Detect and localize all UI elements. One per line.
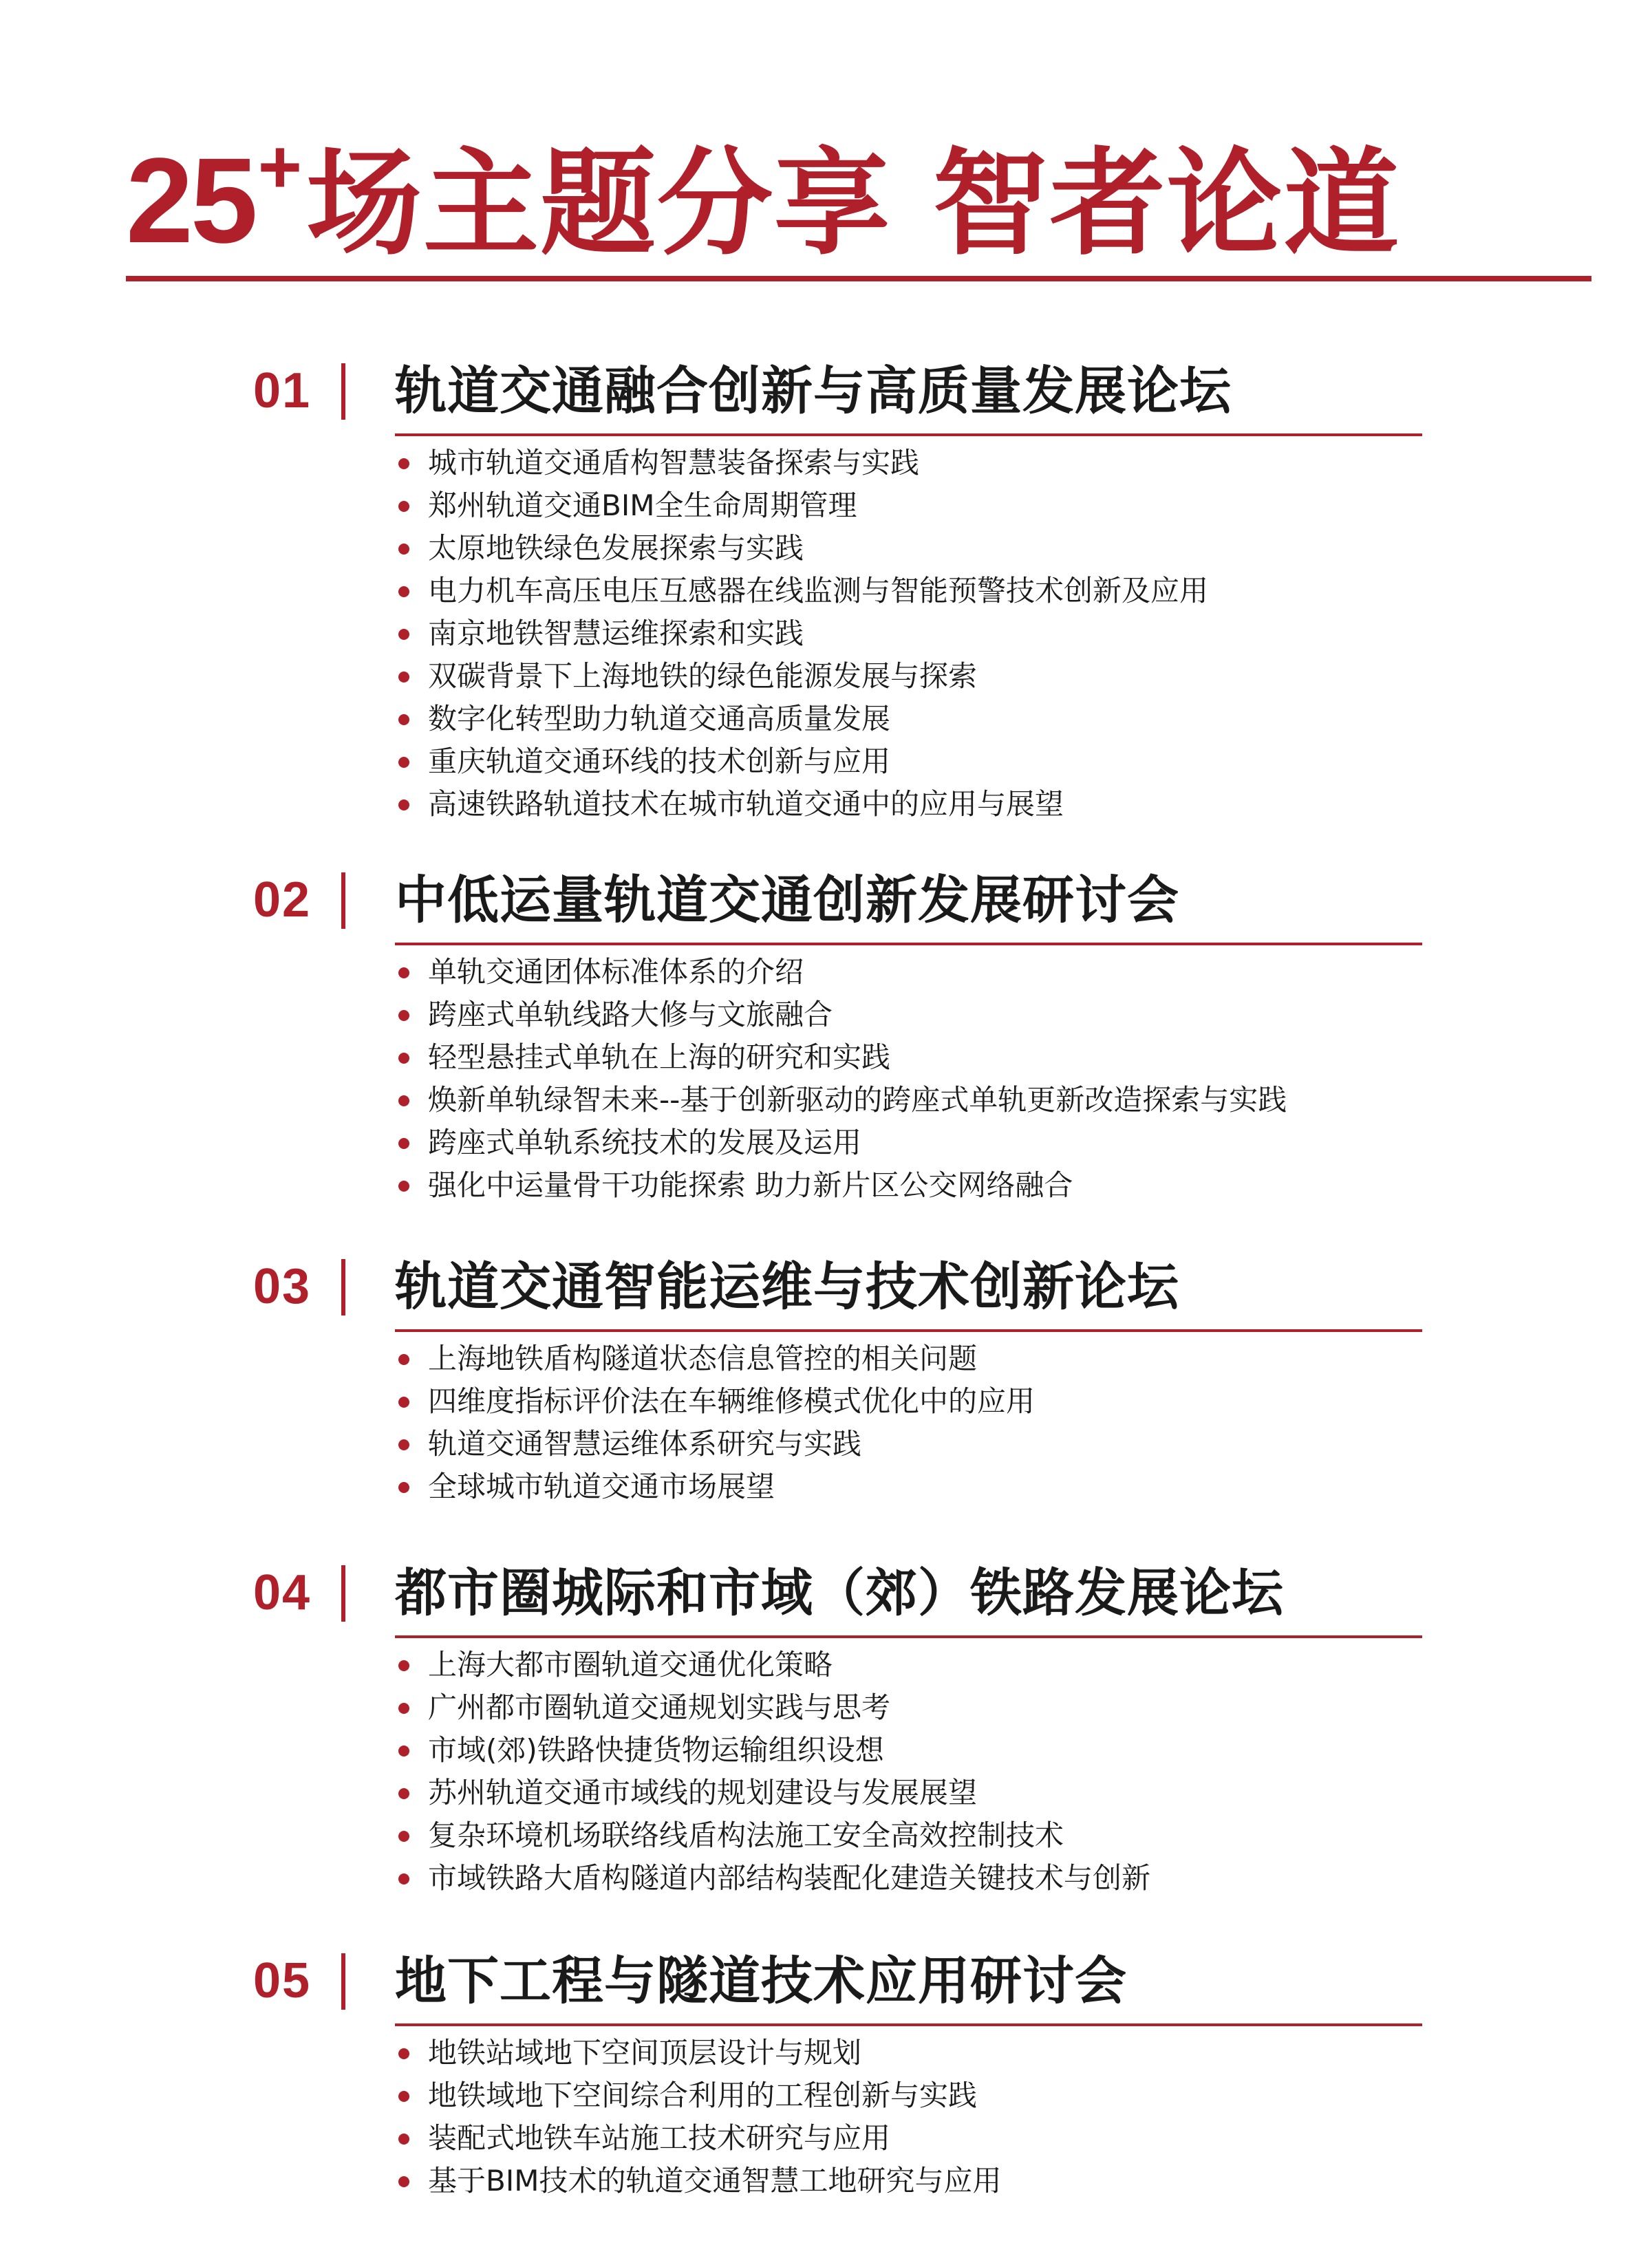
topic-label: 轻型悬挂式单轨在上海的研究和实践 <box>428 1040 891 1074</box>
topic-label: 跨座式单轨系统技术的发展及运用 <box>428 1126 862 1159</box>
topic-item <box>395 1164 1287 1207</box>
bullet-icon <box>398 629 409 640</box>
topic-label: 上海地铁盾构隧道状态信息管控的相关问题 <box>428 1342 978 1375</box>
section-number: 01 <box>253 363 312 418</box>
topic-label: 高速铁路轨道技术在城市轨道交通中的应用与展望 <box>428 787 1064 821</box>
topic-list <box>395 2032 1001 2202</box>
topic-label: 单轨交通团体标准体系的介绍 <box>428 955 804 989</box>
topic-item <box>395 1079 1287 1121</box>
topic-item <box>395 1729 1150 1772</box>
topic-item <box>395 655 1208 698</box>
bullet-icon <box>398 2176 409 2187</box>
topic-label: 强化中运量骨干功能探索 助力新片区公交网络融合 <box>428 1168 1073 1202</box>
topic-item <box>395 1772 1150 1814</box>
topic-label: 郑州轨道交通BIM全生命周期管理 <box>428 488 857 522</box>
section-number: 03 <box>253 1259 312 1314</box>
section-separator-bar <box>341 363 345 420</box>
topic-label: 复杂环境机场联络线盾构法施工安全高效控制技术 <box>428 1818 1064 1852</box>
topic-label: 跨座式单轨线路大修与文旅融合 <box>428 998 833 1031</box>
topic-item <box>395 612 1208 655</box>
bullet-icon <box>398 544 409 555</box>
topic-item <box>395 740 1208 783</box>
bullet-icon <box>398 1788 409 1799</box>
topic-label: 双碳背景下上海地铁的绿色能源发展与探索 <box>428 659 978 693</box>
bullet-icon <box>398 1354 409 1365</box>
bullet-icon <box>398 1095 409 1106</box>
topic-item <box>395 570 1208 612</box>
topic-item <box>395 2160 1001 2202</box>
topic-item <box>395 1380 1035 1423</box>
topic-label: 基于BIM技术的轨道交通智慧工地研究与应用 <box>428 2164 1002 2198</box>
bullet-icon <box>398 714 409 725</box>
topic-item <box>395 1338 1035 1380</box>
topic-label: 地铁域地下空间综合利用的工程创新与实践 <box>428 2078 978 2112</box>
topic-label: 重庆轨道交通环线的技术创新与应用 <box>428 744 891 778</box>
topic-label: 全球城市轨道交通市场展望 <box>428 1470 775 1503</box>
bullet-icon <box>398 2091 409 2102</box>
bullet-icon <box>398 1397 409 1408</box>
topic-label: 上海大都市圈轨道交通优化策略 <box>428 1648 833 1682</box>
bullet-icon <box>398 1873 409 1884</box>
section-heading: 都市圈城际和市域（郊）铁路发展论坛 <box>395 1562 1285 1623</box>
topic-label: 广州都市圈轨道交通规划实践与思考 <box>428 1690 891 1724</box>
section-number: 04 <box>253 1565 312 1620</box>
topic-label: 太原地铁绿色发展探索与实践 <box>428 531 804 565</box>
section-heading: 地下工程与隧道技术应用研讨会 <box>395 1951 1128 2011</box>
bullet-icon <box>398 501 409 512</box>
topic-item <box>395 2032 1001 2074</box>
topic-list <box>395 442 1208 826</box>
topic-label: 市域铁路大盾构隧道内部结构装配化建造关键技术与创新 <box>428 1861 1151 1895</box>
section-divider <box>395 433 1422 436</box>
title-superscript: + <box>257 125 303 209</box>
bullet-icon <box>398 672 409 683</box>
topic-item <box>395 1423 1035 1465</box>
topic-label: 轨道交通智慧运维体系研究与实践 <box>428 1427 862 1461</box>
topic-item <box>395 1644 1150 1686</box>
topic-label: 城市轨道交通盾构智慧装备探索与实践 <box>428 446 920 480</box>
section-separator-bar <box>341 1565 345 1622</box>
bullet-icon <box>398 458 409 469</box>
topic-label: 地铁站域地下空间顶层设计与规划 <box>428 2036 862 2070</box>
topic-label: 南京地铁智慧运维探索和实践 <box>428 616 804 650</box>
title-number: 25 <box>126 133 255 268</box>
topic-item <box>395 1857 1150 1900</box>
bullet-icon <box>398 1138 409 1149</box>
topic-item <box>395 783 1208 826</box>
bullet-icon <box>398 757 409 768</box>
section-divider <box>395 2023 1422 2026</box>
bullet-icon <box>398 1660 409 1671</box>
topic-label: 数字化转型助力轨道交通高质量发展 <box>428 702 891 735</box>
topic-item <box>395 2117 1001 2160</box>
topic-label: 焕新单轨绿智未来--基于创新驱动的跨座式单轨更新改造探索与实践 <box>428 1083 1287 1117</box>
topic-item <box>395 698 1208 740</box>
topic-item <box>395 2074 1001 2117</box>
title-text: 场主题分享 智者论道 <box>306 136 1401 271</box>
bullet-icon <box>398 586 409 597</box>
section-heading: 轨道交通智能运维与技术创新论坛 <box>395 1256 1180 1317</box>
section-heading: 中低运量轨道交通创新发展研讨会 <box>395 870 1180 930</box>
topic-label: 市域(郊)铁路快捷货物运输组织设想 <box>428 1733 884 1767</box>
topic-item <box>395 442 1208 484</box>
topic-list <box>395 951 1287 1207</box>
section-divider <box>395 943 1422 945</box>
bullet-icon <box>398 799 409 810</box>
topic-item <box>395 527 1208 570</box>
section-separator-bar <box>341 1259 345 1315</box>
topic-label: 电力机车高压电压互感器在线监测与智能预警技术创新及应用 <box>428 574 1209 608</box>
topic-list <box>395 1338 1035 1508</box>
bullet-icon <box>398 1703 409 1714</box>
topic-item <box>395 1686 1150 1729</box>
topic-item <box>395 951 1287 993</box>
bullet-icon <box>398 1439 409 1450</box>
topic-label: 四维度指标评价法在车辆维修模式优化中的应用 <box>428 1384 1036 1418</box>
section-separator-bar <box>341 872 345 929</box>
topic-label: 苏州轨道交通市域线的规划建设与发展展望 <box>428 1776 978 1809</box>
section-divider <box>395 1635 1422 1638</box>
section-separator-bar <box>341 1953 345 2010</box>
topic-item <box>395 1121 1287 1164</box>
section-number: 05 <box>253 1953 312 2008</box>
topic-item <box>395 1465 1035 1508</box>
bullet-icon <box>398 2048 409 2059</box>
section-divider <box>395 1329 1422 1332</box>
bullet-icon <box>398 1010 409 1021</box>
section-number: 02 <box>253 872 312 927</box>
bullet-icon <box>398 967 409 978</box>
bullet-icon <box>398 1482 409 1493</box>
page-title <box>126 124 1401 271</box>
topic-item <box>395 1036 1287 1079</box>
title-divider <box>126 276 1591 281</box>
topic-list <box>395 1644 1150 1900</box>
topic-item <box>395 484 1208 527</box>
topic-label: 装配式地铁车站施工技术研究与应用 <box>428 2121 891 2155</box>
bullet-icon <box>398 1745 409 1757</box>
bullet-icon <box>398 1053 409 1064</box>
topic-item <box>395 993 1287 1036</box>
topic-item <box>395 1814 1150 1857</box>
bullet-icon <box>398 2134 409 2145</box>
bullet-icon <box>398 1181 409 1192</box>
section-heading: 轨道交通融合创新与高质量发展论坛 <box>395 361 1232 421</box>
bullet-icon <box>398 1831 409 1842</box>
